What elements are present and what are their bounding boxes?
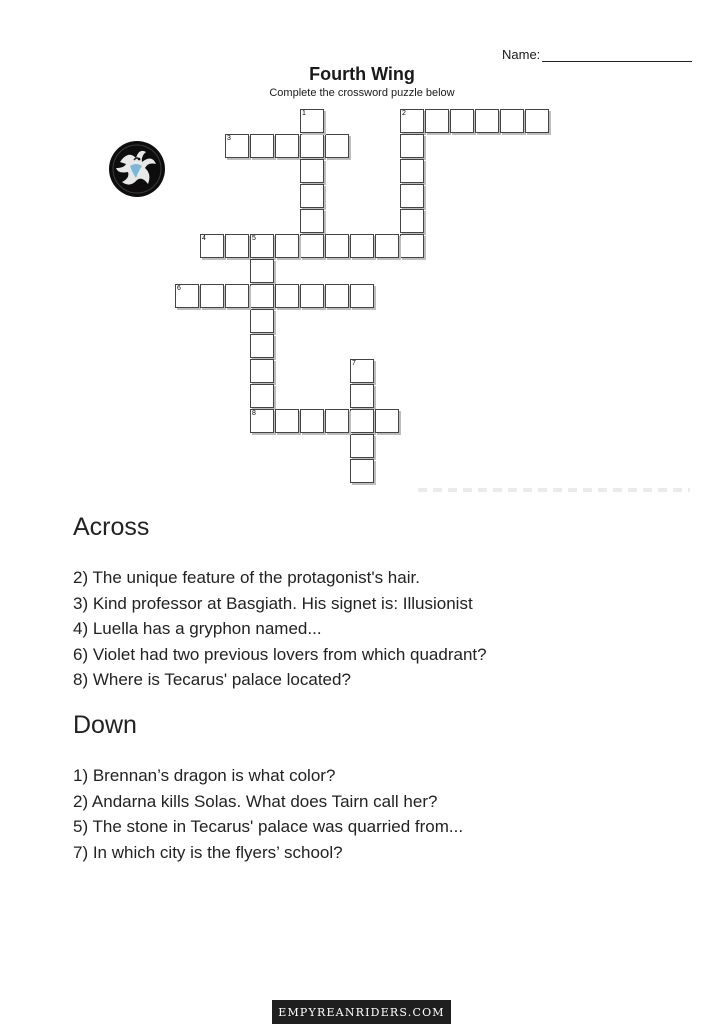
crossword-cell[interactable]: [400, 134, 424, 158]
crossword-cell[interactable]: [225, 234, 249, 258]
crossword-cell[interactable]: [325, 134, 349, 158]
crossword-cell[interactable]: [300, 284, 324, 308]
across-clue: 3) Kind professor at Basgiath. His signet is: Illusionist: [73, 593, 473, 613]
crossword-cell[interactable]: [250, 359, 274, 383]
crossword-cell[interactable]: [375, 234, 399, 258]
down-clue: 7) In which city is the flyers’ school?: [73, 842, 343, 862]
crossword-cell[interactable]: [350, 359, 374, 383]
clue-number: 1: [302, 110, 306, 117]
crossword-cell[interactable]: [300, 409, 324, 433]
clue-number: 2: [402, 110, 406, 117]
across-clue: 8) Where is Tecarus' palace located?: [73, 670, 351, 689]
crossword-cell[interactable]: [400, 159, 424, 183]
crossword-cell[interactable]: [500, 109, 524, 133]
crossword-cell[interactable]: [425, 109, 449, 133]
clue-number: 5: [252, 235, 256, 242]
crossword-cell[interactable]: [400, 109, 424, 133]
crossword-cell[interactable]: [275, 409, 299, 433]
crossword-cell[interactable]: [275, 234, 299, 258]
crossword-cell[interactable]: [300, 209, 324, 233]
crossword-cell[interactable]: [300, 134, 324, 158]
crossword-cell[interactable]: [325, 284, 349, 308]
crossword-cell[interactable]: [400, 209, 424, 233]
crossword-cell[interactable]: [225, 284, 249, 308]
crossword-cell[interactable]: [325, 409, 349, 433]
across-clue: 2) The unique feature of the protagonist's hair.: [73, 568, 420, 587]
faint-watermark: [418, 488, 690, 492]
crossword-cell[interactable]: [200, 284, 224, 308]
crossword-cell[interactable]: [350, 434, 374, 458]
crossword-cell[interactable]: [225, 134, 249, 158]
crossword-cell[interactable]: [300, 159, 324, 183]
name-label: Name:: [502, 47, 541, 62]
crossword-cell[interactable]: [250, 334, 274, 358]
down-clue: 2) Andarna kills Solas. What does Tairn call her?: [73, 791, 438, 811]
crossword-cell[interactable]: [400, 234, 424, 258]
crossword-cell[interactable]: [250, 309, 274, 333]
crossword-cell[interactable]: [525, 109, 549, 133]
crossword-cell[interactable]: [325, 234, 349, 258]
crossword-cell[interactable]: [400, 184, 424, 208]
clue-number: 6: [177, 285, 181, 292]
down-heading: Down: [73, 711, 137, 739]
crossword-cell[interactable]: [475, 109, 499, 133]
across-clue-list: [73, 565, 487, 693]
page-subtitle: Complete the crossword puzzle below: [269, 87, 455, 99]
crossword-cell[interactable]: [350, 409, 374, 433]
clue-number: 3: [227, 135, 231, 142]
crossword-cell[interactable]: [275, 284, 299, 308]
across-clue: 6) Violet had two previous lovers from which quadrant?: [73, 644, 487, 664]
crossword-cell[interactable]: [350, 234, 374, 258]
across-heading: Across: [73, 513, 150, 541]
site-footer: EMPYREANRIDERS.COM: [272, 1000, 451, 1024]
clue-number: 7: [352, 360, 356, 367]
across-clue: 4) Luella has a gryphon named...: [73, 619, 322, 638]
down-clue-list: [73, 763, 463, 865]
crossword-cell[interactable]: [275, 134, 299, 158]
crossword-cell[interactable]: [350, 284, 374, 308]
crossword-cell[interactable]: [175, 284, 199, 308]
crossword-cell[interactable]: [450, 109, 474, 133]
crossword-cell[interactable]: [300, 234, 324, 258]
crossword-cell[interactable]: [250, 409, 274, 433]
crossword-cell[interactable]: [350, 384, 374, 408]
crossword-cell[interactable]: [350, 459, 374, 483]
crossword-cell[interactable]: [250, 384, 274, 408]
down-clue: 1) Brennan’s dragon is what color?: [73, 766, 336, 785]
crossword-cell[interactable]: [250, 234, 274, 258]
page-title: Fourth Wing: [309, 64, 415, 84]
crossword-cell[interactable]: [200, 234, 224, 258]
clue-number: 8: [252, 410, 256, 417]
crossword-cell[interactable]: [250, 284, 274, 308]
down-clue: 5) The stone in Tecarus' palace was quarried from...: [73, 817, 464, 836]
crossword-cell[interactable]: [375, 409, 399, 433]
crossword-cell[interactable]: [250, 259, 274, 283]
crossword-cell[interactable]: [250, 134, 274, 158]
crossword-cell[interactable]: [300, 184, 324, 208]
crossword-cell[interactable]: [300, 109, 324, 133]
clue-number: 4: [202, 235, 206, 242]
